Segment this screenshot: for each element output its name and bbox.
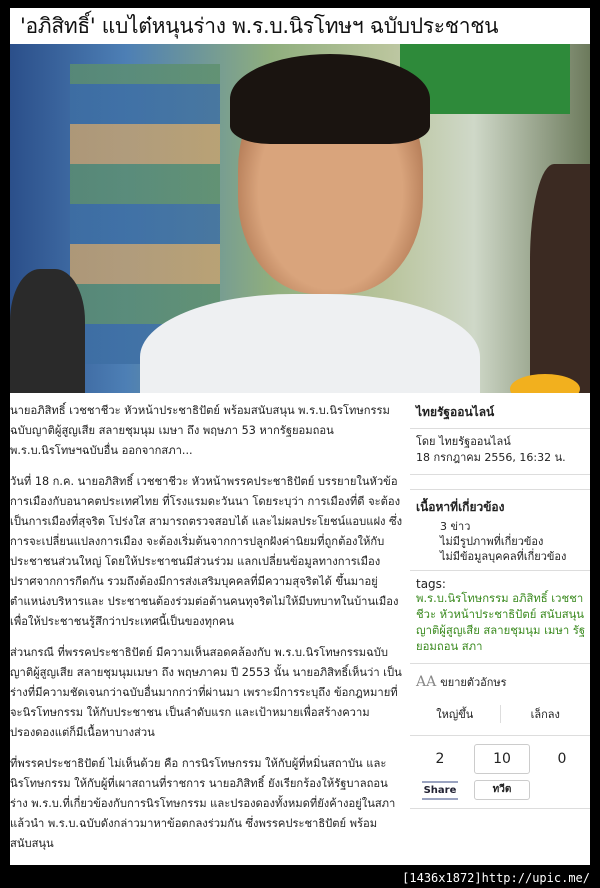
tag-links[interactable]: พ.ร.บ.นิรโทษกรรม อภิสิทธิ์ เวชชาชีวะ หัวหน้าประชาธิปัตย์ สนับสนุน ญาติผู้สูญเสีย สลายชุมนุม เมษา รัฐ ยอมถอน สภา xyxy=(416,592,586,653)
publish-date: 18 กรกฎาคม 2556, 16:32 น. xyxy=(416,451,566,464)
article-page xyxy=(10,8,590,865)
font-size-buttons xyxy=(410,697,590,736)
background-person xyxy=(10,269,85,393)
source-name[interactable]: ไทยรัฐออนไลน์ xyxy=(410,401,590,429)
watermark: [1436x1872]http://upic.me/ xyxy=(402,871,590,885)
related-news-link[interactable]: 3 ข่าว xyxy=(440,520,471,533)
article-paragraph: วันที่ 18 ก.ค. นายอภิสิทธิ์ เวชชาชีวะ หัวหน้าพรรคประชาธิปัตย์ บรรยายในหัวข้อ การเมืองกับอนาคตประเทศไทย ที่โรงแรมดะวันนา โดยระบุว่า การเมืองที่ดี จะต้องเป็นการเมืองที่สุจริต โปร่งใส สามารถตรวจสอบได้ และไม่ผลประโยชน์แอบแฝง ซึ่งการจะเปลี่ยนแปลงการเมือง จะต้องเริ่มต้นจากการปลูกฝังค่านิยมที่ถูกต้องให้กับประชาชนส่วนใหญ่ โดยให้ประชาชนมีส่วนร่วม แลกเปลี่ยนข้อมูลทางการเมือง ปราศจากการกีดกัน รวมถึงต้องมีการส่งเสริมบุคคลที่มีความสุจริตได้ ขึ้นมาอยู่ตำแหน่งบริหารและ ประชาชนต้องร่วมต่อต้านคนทุจริตไม่ให้มีบทบาทในบ้านเมือง เพื่อให้ประชาชนรู้สึกว่าประเทศนี้เป็นของทุกคน xyxy=(10,475,403,628)
font-bigger-button[interactable]: ใหญ่ขึ้น xyxy=(410,705,501,723)
tweet-button[interactable]: ทวีต xyxy=(474,780,530,800)
speaker-shirt xyxy=(140,294,480,393)
article-lead: นายอภิสิทธิ์ เวชชาชีวะ หัวหน้าประชาธิปัตย์ พร้อมสนับสนุน พ.ร.บ.นิรโทษกรรม ฉบับญาติผู้สูญเสีย สลายชุมนุม เมษา ถึง พฤษภา 53 หากรัฐยอมถอน พ.ร.บ.นิรโทษฯฉบับอื่น ออกจากสภา... xyxy=(10,404,390,457)
font-size-label: ขยายตัวอักษร xyxy=(440,676,507,689)
related-content xyxy=(410,489,590,571)
article-photo xyxy=(10,44,590,393)
facebook-share-button[interactable]: Share xyxy=(422,781,459,800)
share-count: 2 xyxy=(435,751,445,767)
article-paragraph: ที่พรรคประชาธิปัตย์ ไม่เห็นด้วย คือ การนิรโทษกรรม ให้กับผู้ที่หมิ่นสถาบัน และนิรโทษกรรม ให้กับผู้ที่เผาสถานที่ราชการ นายอภิสิทธิ์ ยังเรียกร้องให้รัฐบาลถอนร่าง พ.ร.บ.ที่เกี่ยวข้องกับการนิรโทษกรรม และปรองดองทั้งหมดที่ยังค้างอยู่ในสภา แล้วนำ พ.ร.บ.ฉบับดังกล่าวมาหาข้อตกลงร่วมกัน ซึ่งพรรคประชาธิปัตย์ พร้อมสนับสนุน xyxy=(10,757,396,850)
tweet-count: 10 xyxy=(474,744,530,774)
byline: โดย ไทยรัฐออนไลน์ xyxy=(416,435,511,448)
article-paragraph: ส่วนกรณี ที่พรรคประชาธิปัตย์ มีความเห็นสอดคล้องกับ พ.ร.บ.นิรโทษกรรมฉบับญาติผู้สูญเสีย สลายชุมนุมเมษา ถึง พฤษภาคม ปี 2553 นั้น นายอภิสิทธิ์เห็นว่า เป็นร่างที่มีความชัดเจนกว่าฉบับอื่นมากกว่าที่ผ่านมา เพราะมีการระบุถึง ข้อกฎหมายที่จะนิรโทษกรรม ให้กับประชาชน เป็นลำดับแรก และเป้าหมายเพื่อสร้างความปรองดองแต่ก็มีเนื้อหาบางส่วน xyxy=(10,646,402,739)
font-smaller-button[interactable]: เล็กลง xyxy=(530,708,560,721)
sidebar xyxy=(410,401,590,865)
font-size-icon: AA xyxy=(416,674,437,690)
page-title: 'อภิสิทธิ์' แบไต๋หนุนร่าง พ.ร.บ.นิรโทษฯ ฉบับประชาชน xyxy=(20,14,499,38)
speaker-hair xyxy=(230,54,430,144)
article-meta xyxy=(410,429,590,475)
content-columns xyxy=(10,393,590,865)
watermark-bar xyxy=(10,865,590,888)
tags-section xyxy=(410,571,590,664)
related-photos: ไม่มีรูปภาพที่เกี่ยวข้อง xyxy=(440,535,544,548)
related-people: ไม่มีข้อมูลบุคคลที่เกี่ยวข้อง xyxy=(440,550,567,563)
article-body xyxy=(10,401,404,865)
background-person xyxy=(530,164,590,393)
related-title: เนื้อหาที่เกี่ยวข้อง xyxy=(416,500,505,514)
font-size-control xyxy=(410,664,590,697)
other-count: 0 xyxy=(557,751,567,767)
social-share xyxy=(410,736,590,809)
tags-label: tags: xyxy=(416,577,446,591)
